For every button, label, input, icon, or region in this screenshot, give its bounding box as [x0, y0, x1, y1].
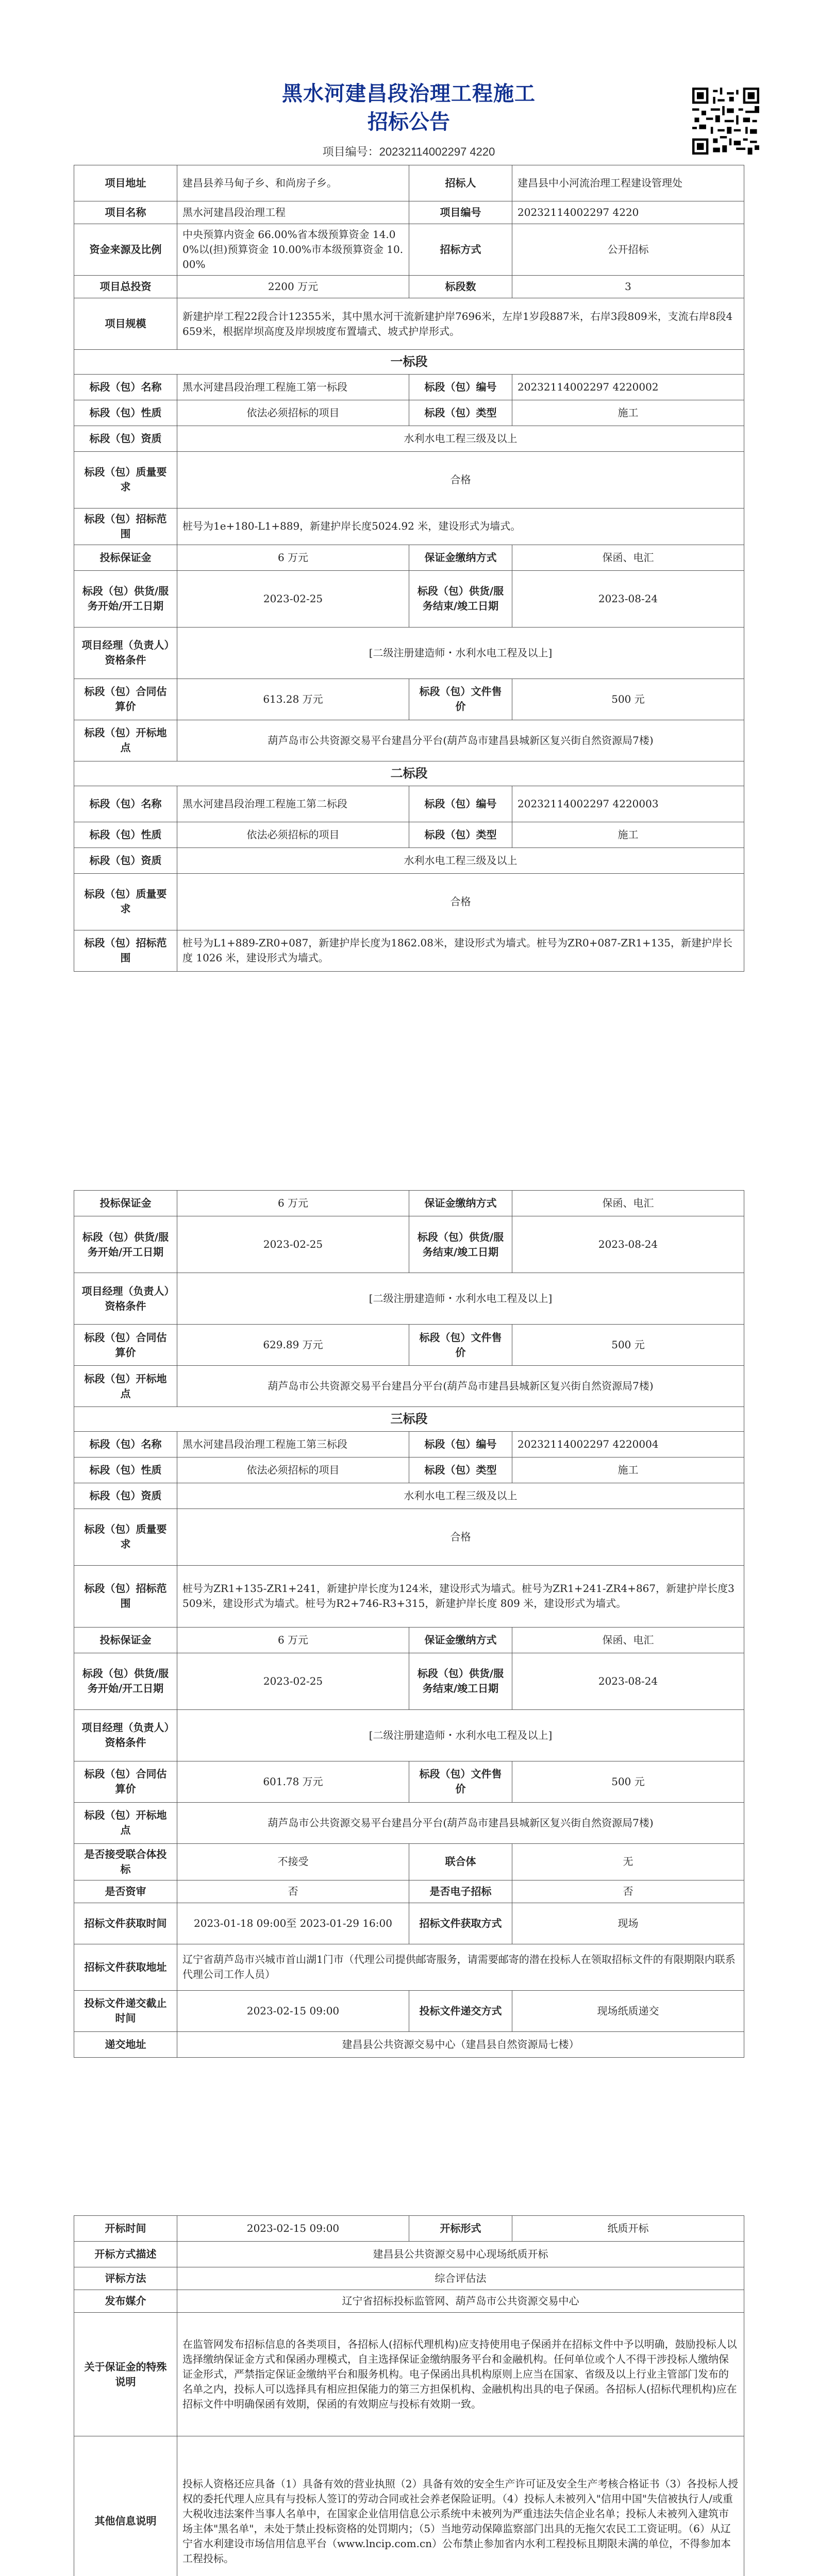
label: 其他信息说明 — [74, 2436, 177, 2576]
value: 不接受 — [177, 1843, 409, 1880]
value: 建昌县公共资源交易中心（建昌县自然资源局七楼） — [177, 2031, 744, 2057]
value: [二级注册建造师・水利水电工程及以上] — [177, 1273, 744, 1325]
label: 标段（包）类型 — [409, 400, 512, 426]
project-info-table — [74, 165, 744, 972]
label: 开标方式描述 — [74, 2242, 177, 2267]
label: 标段（包）性质 — [74, 822, 177, 848]
value: 依法必须招标的项目 — [177, 400, 409, 426]
value: 黑水河建昌段治理工程施工第三标段 — [177, 1431, 409, 1457]
value: 2023-08-24 — [512, 570, 744, 627]
value: 现场纸质递交 — [512, 1990, 744, 2031]
label: 项目经理（负责人）资格条件 — [74, 1273, 177, 1325]
value: 依法必须招标的项目 — [177, 1457, 409, 1483]
value: 公开招标 — [512, 224, 744, 276]
label: 资金来源及比例 — [74, 224, 177, 276]
label: 标段（包）供货/服务结束/竣工日期 — [409, 570, 512, 627]
value: 2023-02-15 09:00 — [177, 2216, 409, 2242]
label: 标段（包）资质 — [74, 1483, 177, 1509]
page-2 — [74, 1190, 744, 2184]
value: 施工 — [512, 1457, 744, 1483]
value: 20232114002297 4220 — [512, 201, 744, 224]
page-1 — [74, 0, 744, 1159]
section-heading: 一标段 — [74, 350, 744, 375]
label: 发布媒介 — [74, 2290, 177, 2313]
label: 标段（包）开标地点 — [74, 1802, 177, 1843]
label: 标段（包）供货/服务结束/竣工日期 — [409, 1653, 512, 1709]
label: 投标保证金 — [74, 1627, 177, 1653]
value: 桩号为1e+180-L1+889，新建护岸长度5024.92 米，建设形式为墙式。 — [177, 508, 744, 545]
value: 500 元 — [512, 1325, 744, 1366]
value: 500 元 — [512, 1761, 744, 1802]
value: 500 元 — [512, 679, 744, 720]
label: 招标文件获取方式 — [409, 1903, 512, 1944]
value: 601.78 万元 — [177, 1761, 409, 1802]
value: 20232114002297 4220003 — [512, 786, 744, 822]
value: 否 — [512, 1880, 744, 1903]
value: 2023-02-25 — [177, 570, 409, 627]
value: [二级注册建造师・水利水电工程及以上] — [177, 1709, 744, 1761]
label: 标段（包）编号 — [409, 1431, 512, 1457]
label: 标段（包）文件售价 — [409, 679, 512, 720]
value: [二级注册建造师・水利水电工程及以上] — [177, 627, 744, 679]
value: 否 — [177, 1880, 409, 1903]
label: 递交地址 — [74, 2031, 177, 2057]
label: 招标人 — [409, 165, 512, 201]
value: 保函、电汇 — [512, 1191, 744, 1216]
value: 综合评估法 — [177, 2267, 744, 2290]
label: 标段（包）编号 — [409, 374, 512, 400]
value: 2023-08-24 — [512, 1653, 744, 1709]
label: 保证金缴纳方式 — [409, 1191, 512, 1216]
label: 保证金缴纳方式 — [409, 1627, 512, 1653]
value: 建昌县中小河流治理工程建设管理处 — [512, 165, 744, 201]
value: 保函、电汇 — [512, 545, 744, 570]
label: 标段（包）资质 — [74, 848, 177, 873]
label: 标段（包）招标范围 — [74, 930, 177, 971]
label: 标段（包）招标范围 — [74, 1565, 177, 1627]
value: 建昌县养马甸子乡、和尚房子乡。 — [177, 165, 409, 201]
label: 标段（包）开标地点 — [74, 1366, 177, 1407]
value: 黑水河建昌段治理工程 — [177, 201, 409, 224]
label: 标段（包）招标范围 — [74, 508, 177, 545]
label: 项目经理（负责人）资格条件 — [74, 1709, 177, 1761]
label: 项目规模 — [74, 298, 177, 350]
label: 开标形式 — [409, 2216, 512, 2242]
project-number-line: 项目编号：20232114002297 4220 — [322, 145, 495, 158]
tail-table — [74, 2215, 744, 2576]
value: 现场 — [512, 1903, 744, 1944]
label: 标段（包）供货/服务开始/开工日期 — [74, 1216, 177, 1273]
value: 建昌县公共资源交易中心现场纸质开标 — [177, 2242, 744, 2267]
label: 关于保证金的特殊说明 — [74, 2313, 177, 2436]
label: 标段（包）合同估算价 — [74, 1761, 177, 1802]
label: 标段（包）质量要求 — [74, 1509, 177, 1565]
value: 2023-02-25 — [177, 1216, 409, 1273]
label: 项目编号 — [409, 201, 512, 224]
value: 水利水电工程三级及以上 — [177, 426, 744, 451]
value: 629.89 万元 — [177, 1325, 409, 1366]
label: 标段（包）文件售价 — [409, 1325, 512, 1366]
value: 20232114002297 4220004 — [512, 1431, 744, 1457]
label: 投标保证金 — [74, 545, 177, 570]
label: 标段（包）质量要求 — [74, 873, 177, 930]
value: 黑水河建昌段治理工程施工第一标段 — [177, 374, 409, 400]
label: 标段（包）名称 — [74, 1431, 177, 1457]
value: 2200 万元 — [177, 276, 409, 298]
value: 中央预算内资金 66.00%省本级预算资金 14.00%以(担)预算资金 10.00%市本级预算资金 10.00% — [177, 224, 409, 276]
value: 合格 — [177, 1509, 744, 1565]
label: 项目名称 — [74, 201, 177, 224]
label: 项目经理（负责人）资格条件 — [74, 627, 177, 679]
document-title: 黑水河建昌段治理工程施工 — [282, 82, 536, 105]
value: 2023-01-18 09:00至 2023-01-29 16:00 — [177, 1903, 409, 1944]
page-3 — [74, 2215, 744, 2576]
label: 项目总投资 — [74, 276, 177, 298]
value: 3 — [512, 276, 744, 298]
value: 水利水电工程三级及以上 — [177, 848, 744, 873]
value: 6 万元 — [177, 1191, 409, 1216]
value: 依法必须招标的项目 — [177, 822, 409, 848]
value: 辽宁省葫芦岛市兴城市首山湖1门市（代理公司提供邮寄服务，请需要邮寄的潜在投标人在领取招标文件的有限期限内联系代理公司工作人员） — [177, 1944, 744, 1990]
value: 613.28 万元 — [177, 679, 409, 720]
value: 桩号为ZR1+135-ZR1+241，新建护岸长度为124米，建设形式为墙式。桩号为ZR1+241-ZR4+867，新建护岸长度3509米，建设形式为墙式。桩号为R2+746-R3+315，新建护岸长度 809 米，建设形式为墙式。 — [177, 1565, 744, 1627]
label: 标段（包）合同估算价 — [74, 679, 177, 720]
label: 开标时间 — [74, 2216, 177, 2242]
label: 标段（包）质量要求 — [74, 451, 177, 508]
value: 纸质开标 — [512, 2216, 744, 2242]
value: 无 — [512, 1843, 744, 1880]
label: 标段（包）名称 — [74, 786, 177, 822]
value: 施工 — [512, 822, 744, 848]
value: 合格 — [177, 451, 744, 508]
label: 标段（包）名称 — [74, 374, 177, 400]
value: 20232114002297 4220002 — [512, 374, 744, 400]
label: 是否电子招标 — [409, 1880, 512, 1903]
label: 标段（包）文件售价 — [409, 1761, 512, 1802]
value: 在监管网发布招标信息的各类项目，各招标人(招标代理机构)应支持使用电子保函并在招标文件中予以明确，鼓励投标人以选择缴纳保证金方式和保函办理模式，自主选择保证金缴纳服务平台和金融机构。任何单位或个人不得干涉投标人缴纳保证金形式，严禁指定保证金缴纳平台和服务机构。电子保函出具机构原则上应当在国家、省级及以上行业主管部门发布的名单之内，投标人可以选择具有相应担保能力的第三方担保机构、金融机构出具的电子保函。各招标人(招标代理机构)应在招标文件中明确保函有效期，保函的有效期应与投标有效期一致。 — [177, 2313, 744, 2436]
value: 葫芦岛市公共资源交易平台建昌分平台(葫芦岛市建昌县城新区复兴街自然资源局7楼) — [177, 1366, 744, 1407]
value: 桩号为L1+889-ZR0+087，新建护岸长度为1862.08米，建设形式为墙式。桩号为ZR0+087-ZR1+135，新建护岸长度 1026 米，建设形式为墙式。 — [177, 930, 744, 971]
value: 葫芦岛市公共资源交易平台建昌分平台(葫芦岛市建昌县城新区复兴街自然资源局7楼) — [177, 1802, 744, 1843]
label: 标段（包）供货/服务开始/开工日期 — [74, 1653, 177, 1709]
value: 水利水电工程三级及以上 — [177, 1483, 744, 1509]
label: 招标文件获取地址 — [74, 1944, 177, 1990]
value: 投标人资格还应具备（1）具备有效的营业执照（2）具备有效的安全生产许可证及安全生产考核合格证书（3）各投标人授权的委托代理人应具有与投标人签订的劳动合同或社会养老保险证明。（4）投标人未被列入"信用中国"失信被执行人/或重大税收违法案件当事人名单中，在国家企业信用信息公示系统中未被列为严重违法失信企业名单；投标人未被列入建筑市场主体"黑名单"，未处于禁止投标资格的处罚期内；（5）当地劳动保障监察部门出具的无拖欠农民工工资证明。（6）从辽宁省水利建设市场信用信息平台（www.lncip.com.cn）公布禁止参加省内水利工程投标且期限未满的单位，不得参加本工程投标。 — [177, 2436, 744, 2576]
label: 标段（包）开标地点 — [74, 720, 177, 761]
label: 项目地址 — [74, 165, 177, 201]
label: 标段（包）合同估算价 — [74, 1325, 177, 1366]
label: 是否接受联合体投标 — [74, 1843, 177, 1880]
value: 辽宁省招标投标监管网、葫芦岛市公共资源交易中心 — [177, 2290, 744, 2313]
value: 新建护岸工程22段合计12355米，其中黑水河干流新建护岸7696米，左岸1岁段887米，右岸3段809米，支流右岸8段4659米，根据岸坝高度及岸坝坡度布置墙式、坡式护岸形式。 — [177, 298, 744, 350]
label: 标段数 — [409, 276, 512, 298]
value: 合格 — [177, 873, 744, 930]
label: 是否资审 — [74, 1880, 177, 1903]
value: 黑水河建昌段治理工程施工第二标段 — [177, 786, 409, 822]
label: 标段（包）供货/服务开始/开工日期 — [74, 570, 177, 627]
value: 保函、电汇 — [512, 1627, 744, 1653]
value: 2023-08-24 — [512, 1216, 744, 1273]
label: 标段（包）类型 — [409, 1457, 512, 1483]
label: 标段（包）性质 — [74, 1457, 177, 1483]
label: 联合体 — [409, 1843, 512, 1880]
label: 标段（包）性质 — [74, 400, 177, 426]
label: 投标文件递交方式 — [409, 1990, 512, 2031]
lots-table — [74, 1190, 744, 2058]
label: 招标方式 — [409, 224, 512, 276]
value: 6 万元 — [177, 545, 409, 570]
label: 标段（包）类型 — [409, 822, 512, 848]
qr-code-icon — [692, 88, 759, 155]
label: 标段（包）供货/服务结束/竣工日期 — [409, 1216, 512, 1273]
label: 招标文件获取时间 — [74, 1903, 177, 1944]
section-heading: 三标段 — [74, 1407, 744, 1432]
label: 投标保证金 — [74, 1191, 177, 1216]
label: 保证金缴纳方式 — [409, 545, 512, 570]
label: 评标方法 — [74, 2267, 177, 2290]
label: 投标文件递交截止时间 — [74, 1990, 177, 2031]
label: 标段（包）编号 — [409, 786, 512, 822]
value: 6 万元 — [177, 1627, 409, 1653]
document-subtitle: 招标公告 — [368, 111, 450, 133]
value: 葫芦岛市公共资源交易平台建昌分平台(葫芦岛市建昌县城新区复兴街自然资源局7楼) — [177, 720, 744, 761]
label: 标段（包）资质 — [74, 426, 177, 451]
section-heading: 二标段 — [74, 761, 744, 786]
value: 2023-02-25 — [177, 1653, 409, 1709]
value: 2023-02-15 09:00 — [177, 1990, 409, 2031]
value: 施工 — [512, 400, 744, 426]
